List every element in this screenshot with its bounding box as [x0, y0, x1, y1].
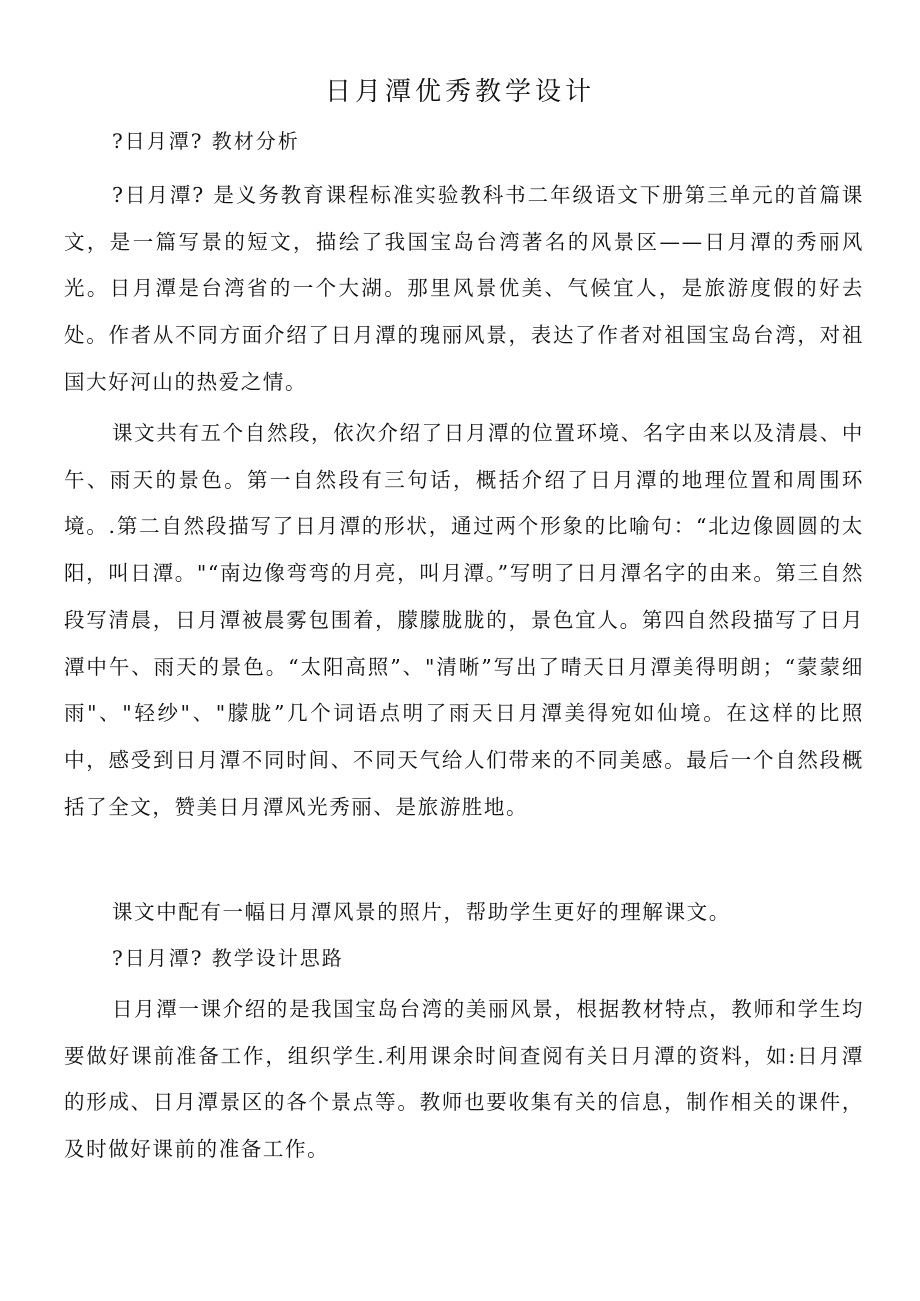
paragraph-photo: 课文中配有一幅日月潭风景的照片，帮助学生更好的理解课文。 — [112, 900, 731, 924]
paragraph-structure: 课文共有五个自然段，依次介绍了日月潭的位置环境、名字由来以及清晨、中午、雨天的景色。第一自然段有三句话，概括介绍了日月潭的地理位置和周围环境。.第二自然段描写了日月潭的形状，通过两个形象的比喻句：“北边像圆圆的太阳，叫日潭。"“南边像弯弯的月亮，叫月潭。”写明了日月潭名字的由来。第三自然段写清晨，日月潭被晨雾包围着，朦朦胧胧的，景色宜人。第四自然段描写了日月潭中午、雨天的景色。“太阳高照”、"清晰”写出了晴天日月潭美得明朗；“蒙蒙细雨"、"轻纱"、"朦胧”几个词语点明了雨天日月潭美得宛如仙境。在这样的比照中，感受到日月潭不同时间、不同天气给人们带来的不同美感。最后一个自然段概括了全文，赞美日月潭风光秀丽、是旅游胜地。 — [64, 421, 864, 819]
paragraph-intro: ?日月潭? 是义务教育课程标准实验教科书二年级语文下册第三单元的首篇课文，是一篇写景的短文，描绘了我国宝岛台湾著名的风景区——日月潭的秀丽风光。日月潭是台湾省的一个大湖。那里风景优美、气候宜人，是旅游度假的好去处。作者从不同方面介绍了日月潭的瑰丽风景，表达了作者对祖国宝岛台湾，对祖国大好河山的热爱之情。 — [64, 183, 864, 394]
document-title: 日月潭优秀教学设计 — [324, 77, 595, 107]
section-heading-design-approach: ?日月潭? 教学设计思路 — [112, 946, 344, 970]
paragraph-preparation: 日月潭一课介绍的是我国宝岛台湾的美丽风景，根据教材特点，教师和学生均要做好课前准备工作，组织学生.利用课余时间查阅有关日月潭的资料，如:日月潭的形成、日月潭景区的各个景点等。教师也要收集有关的信息，制作相关的课件，及时做好课前的准备工作。 — [64, 997, 864, 1162]
section-heading-textbook-analysis: ?日月潭? 教材分析 — [112, 129, 300, 153]
